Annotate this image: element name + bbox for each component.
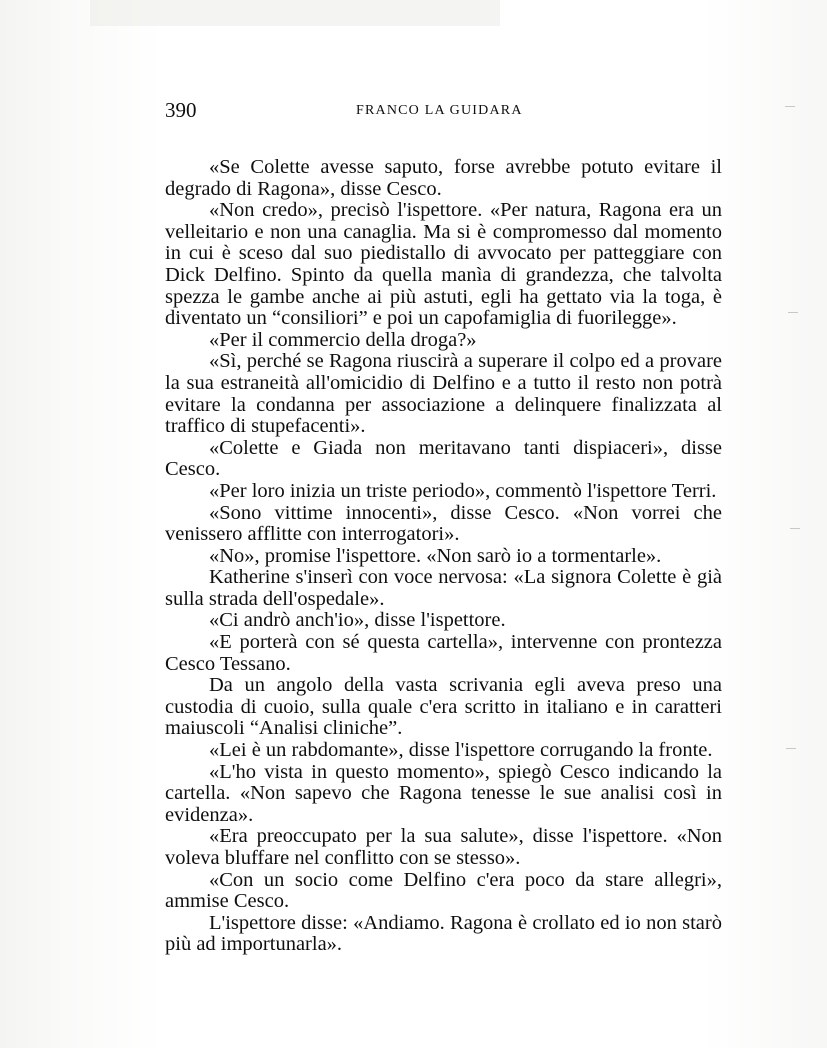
paragraph: «Lei è un rabdomante», disse l'ispettore corrugando la fronte. — [209, 739, 713, 762]
paragraph: «E porterà con sé questa cartella», intervenne con prontezza Cesco Tessano. — [165, 631, 722, 675]
paragraph: «Sono vittime innocenti», disse Cesco. «Non vorrei che venissero afflitte con interrogatori». — [165, 501, 722, 546]
paragraph: «Sì, perché se Ragona riuscirà a superare il colpo ed a provare la sua estraneità all'omicidio di Delfino e a tutto il resto non potrà evitare la condanna per associazione a delinquere finalizzata al traffico di stupefacenti». — [165, 350, 722, 438]
page-number: 390 — [165, 98, 197, 122]
paragraph: «No», promise l'ispettore. «Non sarò io a tormentarle». — [209, 544, 662, 567]
paragraph: Katherine s'inserì con voce nervosa: «La signora Colette è già sulla strada dell'ospedale». — [165, 566, 722, 610]
paragraph: «Era preoccupato per la sua salute», disse l'ispettore. «Non voleva bluffare nel conflitto con se stesso». — [165, 825, 722, 869]
paragraph: «Per il commercio della droga?» — [209, 328, 477, 351]
paragraph: «Per loro inizia un triste periodo», commentò l'ispettore Terri. — [209, 479, 717, 502]
paragraph: «Non credo», precisò l'ispettore. «Per natura, Ragona era un velleitario e non una canaglia. Ma si è compromesso dal momento in cui è sceso dal suo piedistallo di avvocato per patteggiare con Dick Delfino. Spinto da quella manìa di grandezza, che talvolta spezza le gambe anche ai più astuti, egli ha gettato via la toga, è diventato un “consiliori” e poi un capofamiglia di fuorilegge». — [165, 199, 722, 330]
paragraph: «L'ho vista in questo momento», spiegò Cesco indicando la cartella. «Non sapevo che Ragona tenesse le sue analisi così in evidenza». — [165, 760, 722, 826]
paragraph: Da un angolo della vasta scrivania egli aveva preso una custodia di cuoio, sulla quale c'era scritto in italiano e in caratteri maiuscoli “Analisi cliniche”. — [165, 674, 722, 740]
body-text — [165, 157, 722, 956]
paragraph: L'ispettore disse: «Andiamo. Ragona è crollato ed io non starò più ad importunarla». — [165, 911, 722, 956]
paragraph: «Se Colette avesse saputo, forse avrebbe potuto evitare il degrado di Ragona», disse Cesco. — [165, 156, 722, 200]
paragraph: «Colette e Giada non meritavano tanti dispiaceri», disse Cesco. — [165, 436, 722, 481]
paragraph: «Con un socio come Delfino c'era poco da stare allegri», ammise Cesco. — [165, 868, 722, 913]
running-head-author: FRANCO LA GUIDARA — [356, 103, 523, 118]
paragraph: «Ci andrò anch'io», disse l'ispettore. — [209, 609, 506, 632]
